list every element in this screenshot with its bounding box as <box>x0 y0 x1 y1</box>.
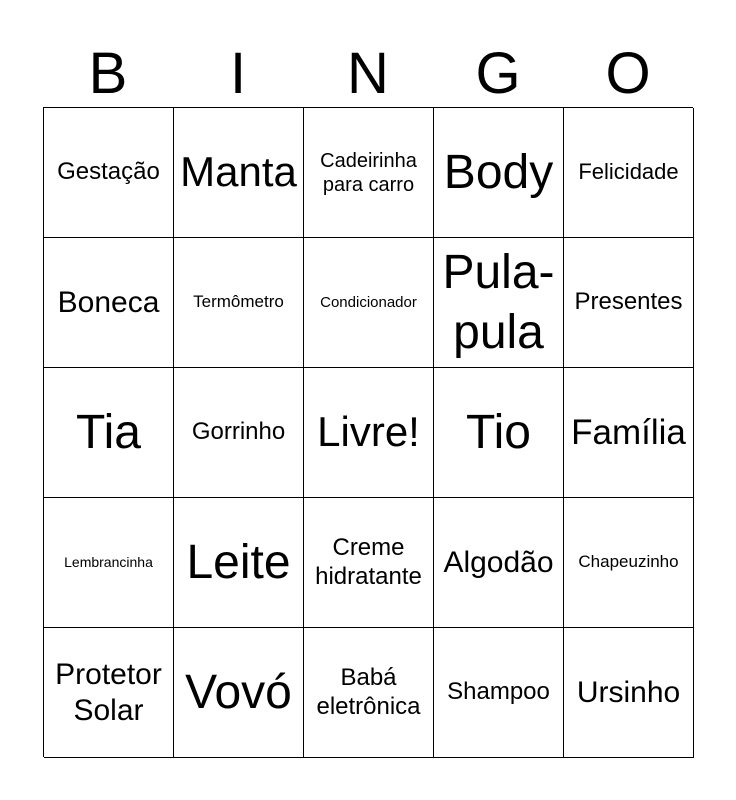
bingo-cell[interactable]: Vovó <box>174 628 304 758</box>
bingo-cell[interactable]: Manta <box>174 108 304 238</box>
bingo-cell[interactable]: Felicidade <box>564 108 694 238</box>
bingo-cell[interactable]: Gestação <box>44 108 174 238</box>
bingo-board <box>43 107 693 757</box>
bingo-cell[interactable]: Gorrinho <box>174 368 304 498</box>
bingo-cell[interactable]: Shampoo <box>434 628 564 758</box>
header-letter-g: G <box>475 41 521 106</box>
bingo-cell[interactable]: Pula-pula <box>434 238 564 368</box>
header-letter-i: I <box>229 41 247 106</box>
header-letter-n: N <box>347 41 389 106</box>
bingo-header <box>43 40 693 108</box>
header-letter-o: O <box>605 41 651 106</box>
bingo-cell[interactable]: Algodão <box>434 498 564 628</box>
bingo-cell[interactable]: Presentes <box>564 238 694 368</box>
bingo-cell[interactable]: Boneca <box>44 238 174 368</box>
bingo-cell[interactable]: Body <box>434 108 564 238</box>
bingo-cell[interactable]: Babá eletrônica <box>304 628 434 758</box>
bingo-cell[interactable]: Creme hidratante <box>304 498 434 628</box>
bingo-cell[interactable]: Cadeirinha para carro <box>304 108 434 238</box>
bingo-cell free-space[interactable]: Livre! <box>304 368 434 498</box>
bingo-cell[interactable]: Protetor Solar <box>44 628 174 758</box>
header-letter-b: B <box>88 41 128 106</box>
bingo-cell[interactable]: Termômetro <box>174 238 304 368</box>
bingo-cell[interactable]: Chapeuzinho <box>564 498 694 628</box>
bingo-cell[interactable]: Lembrancinha <box>44 498 174 628</box>
bingo-cell[interactable]: Tia <box>44 368 174 498</box>
bingo-cell[interactable]: Leite <box>174 498 304 628</box>
bingo-cell[interactable]: Família <box>564 368 694 498</box>
bingo-cell[interactable]: Ursinho <box>564 628 694 758</box>
bingo-cell[interactable]: Tio <box>434 368 564 498</box>
bingo-cell[interactable]: Condicionador <box>304 238 434 368</box>
